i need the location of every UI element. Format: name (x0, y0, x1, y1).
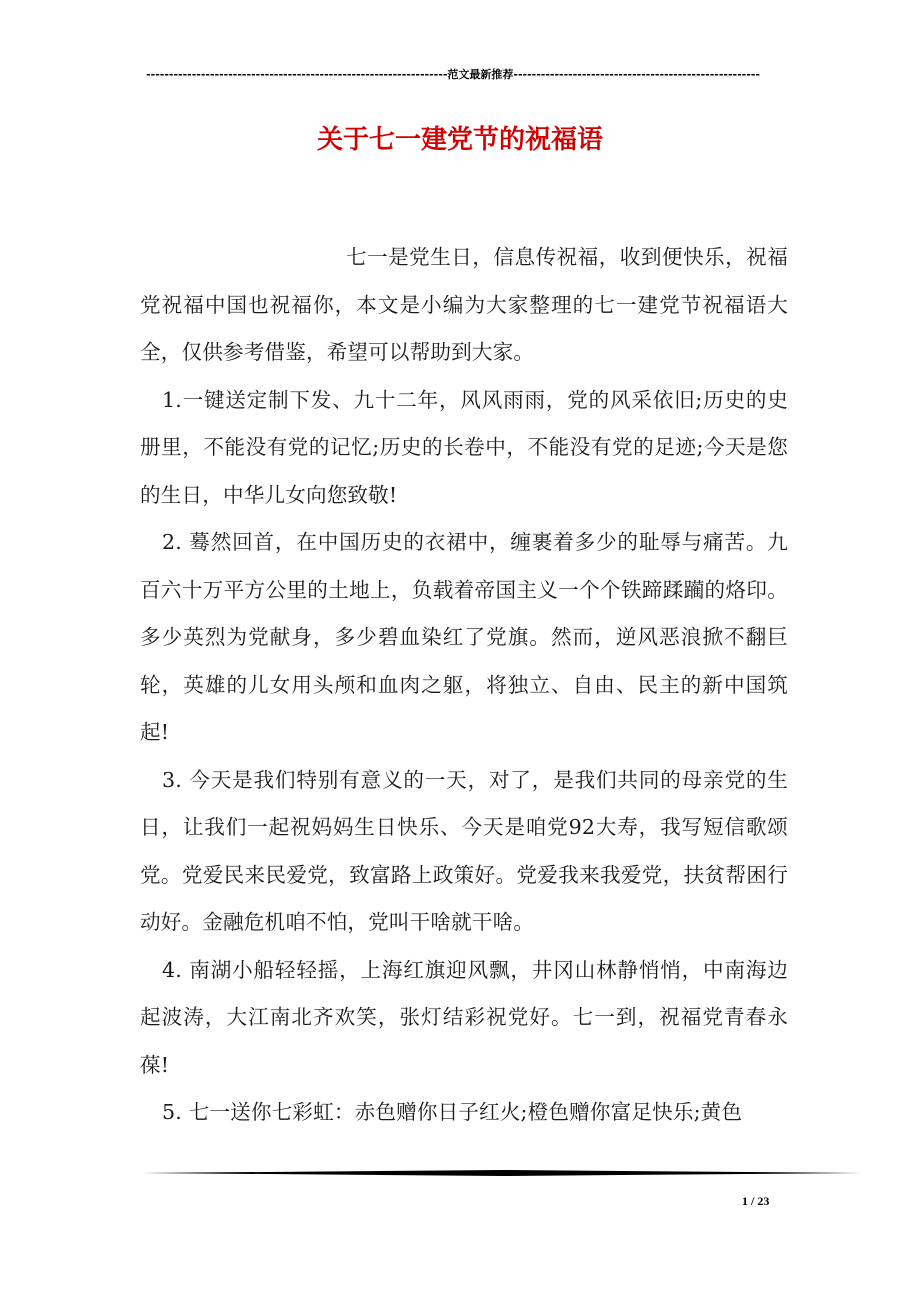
header-banner: ------------------------------------------------------------------范文最新推荐------------------------------------------------------ (146, 68, 760, 81)
intro-paragraph: 七一是党生日，信息传祝福，收到便快乐，祝福党祝福中国也祝福你，本文是小编为大家整理的七一建党节祝福语大全，仅供参考借鉴，希望可以帮助到大家。 (140, 245, 788, 364)
document-title: 关于七一建党节的祝福语 (316, 125, 603, 155)
page-number: 1 / 23 (742, 1194, 770, 1208)
list-item-5: 5. 七一送你七彩虹：赤色赠你日子红火;橙色赠你富足快乐;黄色 (162, 1100, 743, 1124)
list-item-1: 1.一键送定制下发、九十二年，风风雨雨，党的风采依旧;历史的史册里，不能没有党的记忆;历史的长卷中，不能没有党的足迹;今天是您的生日，中华儿女向您致敬! (140, 387, 788, 507)
list-item-3: 3. 今天是我们特别有意义的一天，对了，是我们共同的母亲党的生日，让我们一起祝妈妈生日快乐、今天是咱党92大寿，我写短信歌颂党。党爱民来民爱党，致富路上政策好。党爱我来我爱党，扶贫帮困行动好。金融危机咱不怕，党叫干啥就干啥。 (140, 767, 788, 934)
document-body (140, 234, 788, 1137)
list-item-4: 4. 南湖小船轻轻摇，上海红旗迎风飘，井冈山林静悄悄，中南海边起波涛，大江南北齐欢笑，张灯结彩祝党好。七一到，祝福党青春永葆! (140, 957, 788, 1077)
list-item-2: 2. 蓦然回首，在中国历史的衣裙中，缠裹着多少的耻辱与痛苦。九百六十万平方公里的土地上，负载着帝国主义一个个铁蹄蹂躏的烙印。多少英烈为党献身，多少碧血染红了党旗。然而，逆风恶浪掀不翻巨轮，英雄的儿女用头颅和血肉之躯，将独立、自由、民主的新中国筑起! (140, 530, 788, 744)
footer-divider (142, 1170, 862, 1176)
